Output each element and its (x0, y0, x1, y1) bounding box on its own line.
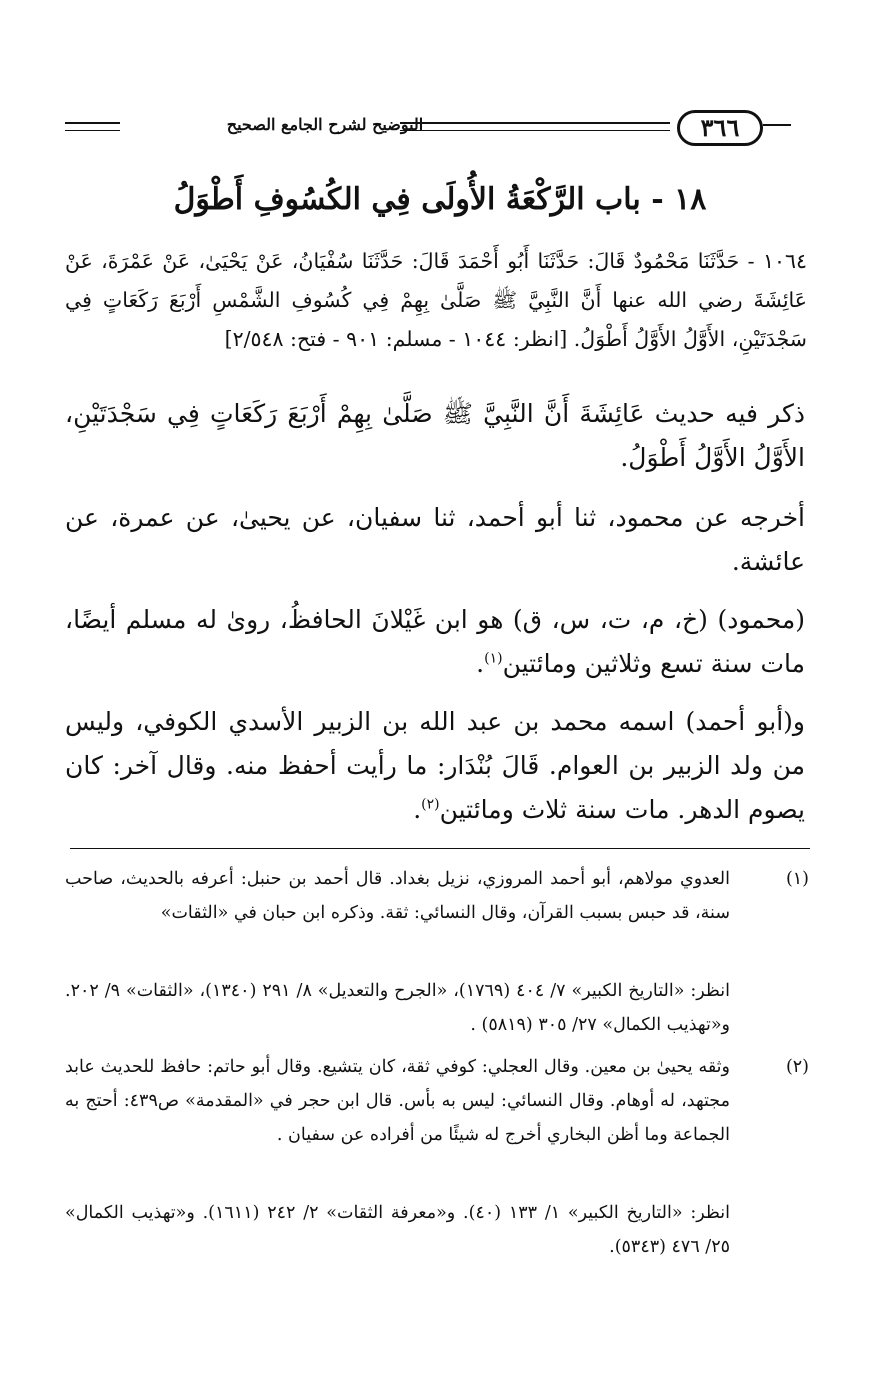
footnote-1-number: (١) (785, 869, 809, 889)
paragraph-4: و(أبو أحمد) اسمه محمد بن عبد الله بن الزبير الأسدي الكوفي، وليس من ولد الزبير بن العوام. قَالَ بُنْدَار: ما رأيت أحفظ منه. وقال آخر: كان يصوم الدهر. مات سنة ثلاث ومائتين$^{(٢)}$. (65, 707, 805, 824)
header-rule-left-top (65, 122, 120, 124)
footnote-1-text: العدوي مولاهم، أبو أحمد المروزي، نزيل بغداد. قال أحمد بن حنبل: أعرفه بالحديث، صاحب سنة، قد حبس بسبب القرآن، وقال النسائي: ثقة. وذكره ابن حبان في «الثقات» (65, 869, 730, 923)
footnote-2-sources: انظر: «التاريخ الكبير» ١/ ١٣٣ (٤٠). و«معرفة الثقات» ٢/ ٢٤٢ (١٦١١). و«تهذيب الكمال» ٢٥/ ٤٧٦ (٥٣٤٣). (65, 1203, 730, 1257)
footnote-1-sources: انظر: «التاريخ الكبير» ٧/ ٤٠٤ (١٧٦٩)، «الجرح والتعديل» ٨/ ٢٩١ (١٣٤٠)، «الثقات» ٩/ ٢٠٢. و«تهذيب الكمال» ٢٧/ ٣٠٥ (٥٨١٩) . (65, 981, 730, 1035)
paragraph-1: ذكر فيه حديث عَائِشَةَ أَنَّ النَّبِيَّ ﷺ صَلَّىٰ بِهِمْ أَرْبَعَ رَكَعَاتٍ فِي سَجْدَتَيْنِ، الأَوَّلُ الأَوَّلُ أَطْوَلُ. (65, 399, 805, 472)
header-rule-left-bottom (65, 130, 120, 131)
footnote-ref-2: (٢) (421, 796, 440, 813)
footnote-2-text: وثقه يحيىٰ بن معين. وقال العجلي: كوفي ثقة، كان يتشيع. وقال أبو حاتم: حافظ للحديث عابد مجتهد، له أوهام. وقال النسائي: ليس به بأس. قال ابن حجر في «المقدمة» ص٤٣٩: أحتج به الجماعة وما أظن البخاري أخرج له شيئًا من أفراده عن سفيان . (65, 1057, 730, 1145)
page-number: ٣٦٦ (677, 110, 763, 146)
footnote-separator (70, 848, 810, 849)
header-rule-mid-top (400, 122, 670, 124)
hadith-text: ١٠٦٤ - حَدَّثَنَا مَحْمُودٌ قَالَ: حَدَّثَنَا أَبُو أَحْمَدَ قَالَ: حَدَّثَنَا سُفْيَانُ، عَنْ يَحْيَىٰ، عَنْ عَمْرَةَ، عَنْ عَائِشَةَ رضي الله عنها أَنَّ النَّبِيَّ ﷺ صَلَّىٰ بِهِمْ فِي كُسُوفِ الشَّمْسِ أَرْبَعَ رَكَعَاتٍ فِي سَجْدَتَيْنِ، الأَوَّلُ الأَوَّلُ أَطْوَلُ. [انظر: ١٠٤٤ - مسلم: ٩٠١ - فتح: ٢/٥٤٨] (65, 249, 807, 351)
paragraph-3-text: (محمود) (خ، م، ت، س، ق) هو ابن غَيْلانَ الحافظُ، روىٰ له مسلم أيضًا، مات سنة تسع وثلاثين ومائتين (65, 605, 805, 678)
header-rule-mid-bottom (400, 130, 670, 131)
header-rule-right (763, 124, 791, 126)
paragraph-3: (محمود) (خ، م، ت، س، ق) هو ابن غَيْلانَ الحافظُ، روىٰ له مسلم أيضًا، مات سنة تسع وثلاثين ومائتين$^{(١)}$. (65, 605, 805, 678)
running-title: التوضيح لشرح الجامع الصحيح (226, 115, 424, 134)
paragraph-4-text: و(أبو أحمد) اسمه محمد بن عبد الله بن الزبير الأسدي الكوفي، وليس من ولد الزبير بن العوام. قَالَ بُنْدَار: ما رأيت أحفظ منه. وقال آخر: كان يصوم الدهر. مات سنة ثلاث ومائتين (65, 707, 805, 824)
footnote-2-number: (٢) (785, 1057, 809, 1077)
chapter-title: ١٨ - باب الرَّكْعَةُ الأُولَى فِي الكُسُوفِ أَطْوَلُ (173, 182, 707, 217)
page-header (65, 110, 791, 154)
footnote-ref-1: (١) (484, 650, 503, 667)
paragraph-2: أخرجه عن محمود، ثنا أبو أحمد، ثنا سفيان، عن يحيىٰ، عن عمرة، عن عائشة. (65, 503, 805, 576)
